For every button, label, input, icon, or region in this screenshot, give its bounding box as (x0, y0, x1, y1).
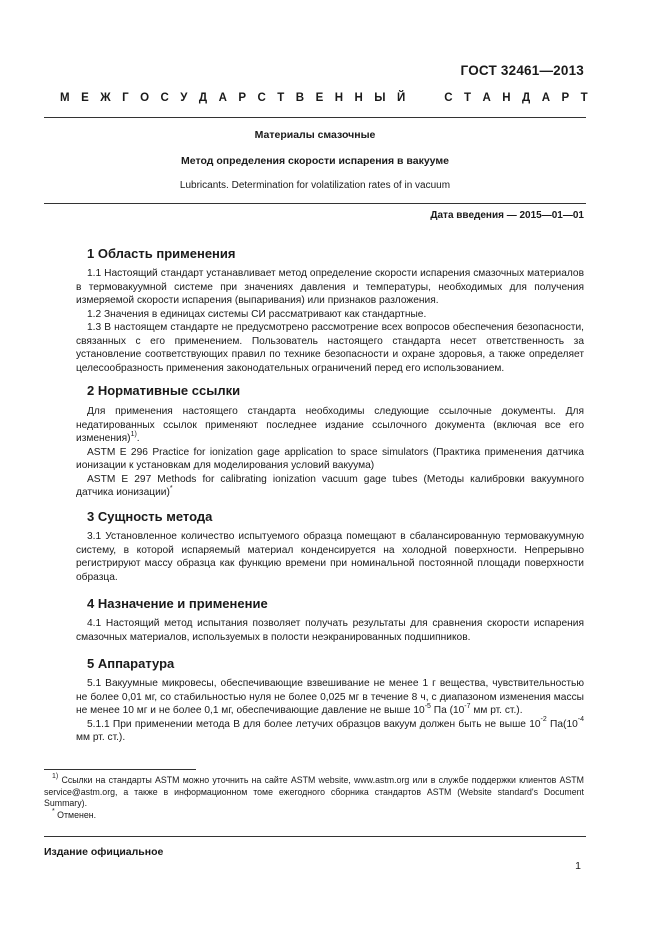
exponent: -5 (424, 702, 431, 710)
banner-letter: Н (354, 92, 363, 104)
banner-letter: Ы (374, 92, 386, 104)
paragraph-5-1 (76, 677, 584, 718)
banner-letter: А (482, 92, 491, 104)
banner-letter: Е (315, 92, 324, 104)
document-code: ГОСТ 32461—2013 (460, 63, 584, 78)
paragraph-5-1-1 (76, 718, 584, 745)
footnote-2-text: Отменен. (54, 809, 97, 820)
exponent: -4 (577, 716, 585, 724)
paragraph-1-1: 1.1 Настоящий стандарт устанавливает метод определение скорости испарения смазочных материалов в термовакуумной системе при значениях давления и температуры, необходимых для получения измеряемой скорости испарения (выпаривания) или признаков разложения. (76, 268, 584, 306)
banner-letter: Н (334, 92, 344, 104)
banner-letter: С (444, 92, 453, 104)
exponent: -7 (464, 702, 471, 710)
banner-letter: А (541, 92, 551, 104)
paragraph-2-intro-end: . (136, 433, 140, 444)
paragraph-5-1-text-a: 5.1 Вакуумные микровесы, обеспечивающие взвешивание не менее 1 г вещества, чувствительностью не более 0,01 мг, со стабильностью нуля не более 0,025 мг в течение 8 ч, с диапазоном изменения массы не менее 10 мг и не более 0,1 мг, обеспечивающие давление не выше 10 (76, 678, 584, 716)
section-5-heading: 5 Аппаратура (87, 656, 175, 671)
introduction-date: Дата введения — 2015—01—01 (430, 210, 584, 221)
banner-letter: Ж (100, 92, 111, 104)
footnotes (44, 775, 584, 821)
paragraph-1-2: 1.2 Значения в единицах системы СИ рассматривают как стандартные. (87, 308, 427, 320)
banner-gap (417, 92, 433, 104)
reference-astm-e297 (76, 473, 584, 500)
title-divider (44, 203, 586, 204)
paragraph-5-1-text-c: мм рт. ст.). (470, 705, 523, 716)
header-divider (44, 117, 586, 118)
paragraph-3-1: 3.1 Установленное количество испытуемого образца помещают в сбалансированную термовакуумную систему, в которой испаряемый материал конденсируется на холодной поверхности. Непрерывно регистрируют массу образца как функцию времени при номинальной постоянной площади поверхности образца. (76, 531, 584, 583)
footnote-ref-1: 1) (130, 430, 137, 438)
paragraph-4-1: 4.1 Настоящий метод испытания позволяет получать результаты для сравнения скорости испарения смазочных материалов, используемых в полости неэкранированных подшипников. (76, 618, 584, 643)
title-ru: Материалы смазочные (254, 129, 376, 141)
banner-letter: Е (81, 92, 89, 104)
exponent: -2 (540, 716, 547, 724)
footnote-1-mark: 1) (52, 773, 59, 781)
reference-astm-e296: ASTM E 296 Practice for ionization gage application to space simulators (Практика применения датчика ионизации к установкам для моделирования условий вакуума) (76, 446, 584, 471)
footnote-2-mark: * (52, 807, 55, 815)
edition-label: Издание официальное (44, 846, 164, 858)
banner-letter: О (140, 92, 150, 104)
banner-letter: С (257, 92, 266, 104)
paragraph-2-intro (76, 405, 584, 446)
title-en: Lubricants. Determination for volatilization rates of in vacuum (179, 180, 451, 191)
reference-astm-e297-text: ASTM E 297 Methods for calibrating ionization vacuum gage tubes (Методы калибровки вакуумного датчика ионизации) (76, 473, 584, 498)
banner-letter: Т (277, 92, 285, 104)
section-1-heading: 1 Область применения (87, 246, 236, 261)
section-2-heading: 2 Нормативные ссылки (87, 383, 241, 398)
paragraph-5-1-1-text-b: Па(10 (546, 718, 578, 730)
banner-letter: М (60, 92, 70, 104)
paragraph-2-intro-text: Для применения настоящего стандарта необходимы следующие ссылочные документы. Для недатированных ссылок применяют последнее издание ссылочного документа (включая все его изменения) (76, 406, 584, 444)
footnote-2 (44, 807, 584, 822)
paragraph-5-1-text-b: Па (10 (430, 705, 465, 716)
banner-letter: Д (198, 92, 208, 104)
section-4-body (76, 617, 584, 644)
section-5-body (76, 677, 584, 745)
banner-letter: В (295, 92, 305, 104)
banner-letter: А (218, 92, 227, 104)
subtitle-ru: Метод определения скорости испарения в вакууме (181, 155, 449, 167)
banner-letter: Н (502, 92, 511, 104)
paragraph-5-1-1-text-c: мм рт. ст.). (76, 732, 126, 743)
section-3-body (76, 530, 584, 584)
footnote-ref-2: * (169, 484, 173, 492)
paragraph-5-1-1-text-a: 5.1.1 При применении метода В для более летучих образцов вакуум должен быть не выше 10 (87, 718, 541, 730)
footnote-1 (44, 775, 584, 810)
banner-letter: Т (580, 92, 588, 104)
paragraph-1-3: 1.3 В настоящем стандарте не предусмотрено рассмотрение всех вопросов обеспечения безопасности, связанных с его применением. Пользователь настоящего стандарта несет ответственность за установление соответствующих правил по технике безопасности и охране здоровья, а также определяет целесообразность применения законодательных ограничений перед его использованием. (76, 322, 584, 374)
banner-letter: Р (238, 92, 247, 104)
banner-letter: У (180, 92, 188, 104)
footer-divider (44, 836, 586, 837)
section-4-heading: 4 Назначение и применение (87, 596, 268, 611)
banner-letter: Т (463, 92, 472, 104)
footnote-1-text: Ссылки на стандарты ASTM можно уточнить на сайте ASTM website, www.astm.org или в службе поддержки клиентов ASTM service@astm.org, а также в информационном томе ежегодного сборника стандартов ASTM (Website standard's Document Summary). (44, 775, 584, 808)
banner-letter: С (160, 92, 169, 104)
banner-letter: Д (522, 92, 531, 104)
standard-type-banner (60, 92, 588, 104)
banner-letter: Г (122, 92, 129, 104)
section-2-body (76, 405, 584, 500)
page-number: 1 (575, 860, 581, 872)
footnote-divider (44, 769, 196, 770)
banner-letter: Й (397, 92, 406, 104)
banner-letter: Р (561, 92, 570, 104)
section-3-heading: 3 Сущность метода (87, 509, 213, 524)
section-1-body (76, 267, 584, 375)
